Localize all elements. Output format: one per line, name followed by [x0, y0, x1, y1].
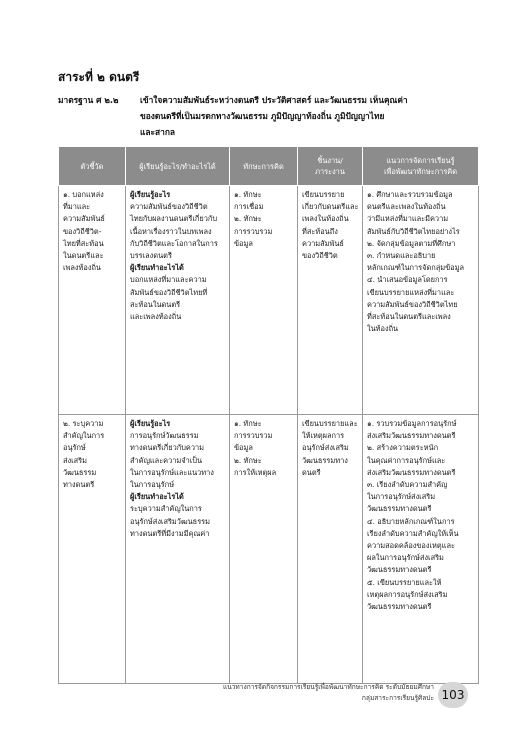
indicator-cell: ๑. บอกแหล่ง ที่มาและ ความสัมพันธ์ ของวิถีชีวิต- ไทยที่สะท้อน ในดนตรีและ เพลงท้องถิ่น	[59, 186, 126, 415]
header-learner: ผู้เรียนรู้อะไร/ทำอะไรได้	[126, 147, 230, 186]
footer-subject: กลุ่มสาระการเรียนรู้ศิลปะ	[361, 694, 434, 702]
table-header-row	[59, 147, 479, 186]
do-title: ผู้เรียนทำอะไรได้	[130, 492, 184, 502]
standard-line-1: มาตรฐาน ศ ๒.๒ เข้าใจความสัมพันธ์ระหว่างดนตรี ประวัติศาสตร์ และวัฒนธรรม เห็นคุณค่า	[58, 92, 478, 108]
strand-heading: สาระที่ ๒ ดนตรี	[58, 70, 140, 84]
know-title: ผู้เรียนรู้อะไร	[130, 190, 171, 199]
table-row	[59, 415, 479, 684]
thinking-cell: ๑. ทักษะ การรวบรวม ข้อมูล ๒. ทักษะ การให้เหตุผล	[230, 415, 298, 684]
standard-line-3: และสากล	[140, 127, 176, 137]
footer-book-title: แนวทางการจัดกิจกรรมการเรียนรู้เพื่อพัฒนาทักษะการคิด ระดับมัธยมศึกษา	[222, 683, 434, 691]
curriculum-table	[58, 146, 479, 684]
thinking-cell: ๑. ทักษะ การเชื่อม ๒. ทักษะ การรวบรวม ข้อมูล	[230, 186, 298, 415]
know-title: ผู้เรียนรู้อะไร	[130, 419, 171, 428]
standard-line-2: ของดนตรีที่เป็นมรดกทางวัฒนธรรม ภูมิปัญญาท้องถิ่น ภูมิปัญญาไทย	[140, 111, 385, 121]
learner-cell: ผู้เรียนรู้อะไร ความสัมพันธ์ของวิถีชีวิต ไทยกับผลงานดนตรีเกี่ยวกับ เนื้อหาเรื่องราวในบทเพลง กับวิถีชีวิตและโอกาสในการ บรรเลงดนตรี ผู้เรียนทำอะไรได้ บอกแหล่งที่มาและความ สัมพันธ์ของวิถีชีวิตไทยที่ สะท้อนในดนตรี และเพลงท้องถิ่น	[126, 186, 230, 415]
header-thinking-skill: ทักษะการคิด	[230, 147, 298, 186]
page-number-badge: 103	[438, 682, 468, 708]
guide-cell: ๑. ศึกษาและรวบรวมข้อมูล ดนตรีและเพลงในท้องถิ่น ว่ามีแหล่งที่มาและมีความ สัมพันธ์กับวิถีชีวิตไทยอย่างไร ๒. จัดกลุ่มข้อมูลตามที่ศึกษา ๓. กำหนดและอธิบาย หลักเกณฑ์ในการจัดกลุ่มข้อมูล ๔. นำเสนอข้อมูลโดยการ เขียนบรรยายแหล่งที่มาและ ความสัมพันธ์ของวิถีชีวิตไทย ที่สะท้อนในดนตรีและเพลง ในท้องถิ่น	[363, 186, 479, 415]
standard-statement	[58, 92, 478, 140]
task-cell: เขียนบรรยาย เกี่ยวกับดนตรีและ เพลงในท้องถิ่น ที่สะท้อนถึง ความสัมพันธ์ ของวิถีชีวิต	[298, 186, 363, 415]
page-footer	[212, 682, 434, 704]
learner-cell: ผู้เรียนรู้อะไร การอนุรักษ์วัฒนธรรม ทางดนตรีเกี่ยวกับความ สำคัญและความจำเป็น ในการอนุรักษ์และแนวทาง ในการอนุรักษ์ ผู้เรียนทำอะไรได้ ระบุความสำคัญในการ อนุรักษ์ส่งเสริมวัฒนธรรม ทางดนตรีที่มีงามมีคุณค่า	[126, 415, 230, 684]
header-guide: แนวการจัดการเรียนรู้ เพื่อพัฒนาทักษะการคิด	[363, 147, 479, 186]
header-indicator: ตัวชี้วัด	[59, 147, 126, 186]
header-task: ชิ้นงาน/ ภาระงาน	[298, 147, 363, 186]
indicator-cell: ๒. ระบุความ สำคัญในการ อนุรักษ์ ส่งเสริม วัฒนธรรม ทางดนตรี	[59, 415, 126, 684]
task-cell: เขียนบรรยายและ ให้เหตุผลการ อนุรักษ์ส่งเสริม วัฒนธรรมทาง ดนตรี	[298, 415, 363, 684]
guide-cell: ๑. รวบรวมข้อมูลการอนุรักษ์ ส่งเสริมวัฒนธรรมทางดนตรี ๒. สร้างความตระหนัก ในคุณค่าการอนุรักษ์และ ส่งเสริมวัฒนธรรมทางดนตรี ๓. เรียงลำดับความสำคัญ ในการอนุรักษ์ส่งเสริม วัฒนธรรมทางดนตรี ๔. อธิบายหลักเกณฑ์ในการ เรียงลำดับความสำคัญให้เห็น ความสอดคล้องของเหตุและ ผลในการอนุรักษ์ส่งเสริม วัฒนธรรมทางดนตรี ๕. เขียนบรรยายและให้ เหตุผลการอนุรักษ์ส่งเสริม วัฒนธรรมทางดนตรี	[363, 415, 479, 684]
table-row	[59, 186, 479, 415]
standard-code: มาตรฐาน ศ ๒.๒	[58, 95, 119, 105]
do-title: ผู้เรียนทำอะไรได้	[130, 263, 184, 273]
